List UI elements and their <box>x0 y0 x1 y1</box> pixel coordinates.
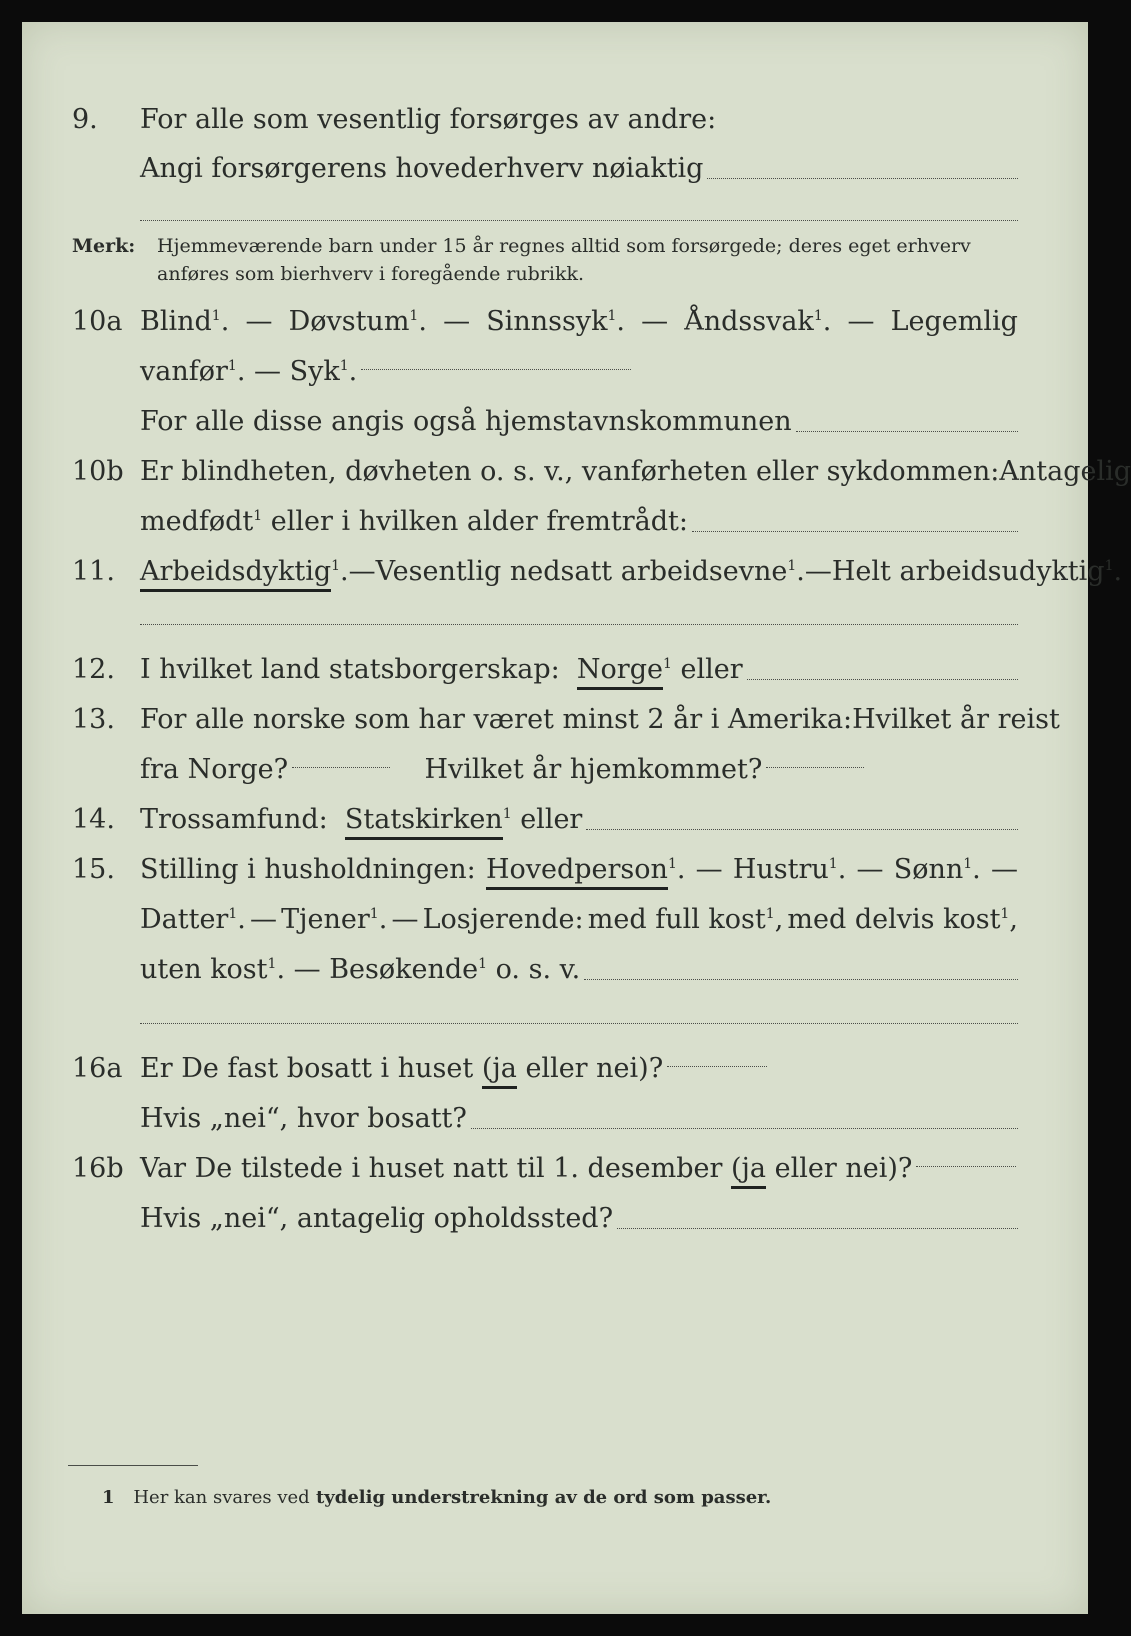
q10b-medfodt[interactable]: medfødt <box>140 506 254 537</box>
q12-eller: eller <box>680 654 743 685</box>
q16b-ja[interactable]: (ja <box>731 1153 766 1189</box>
q15-delvis-kost[interactable]: med delvis kost <box>787 904 1001 935</box>
q10b-text: Er blindheten, døvheten o. s. v., vanførheten eller sykdommen: <box>140 456 1000 487</box>
q14-number: 14. <box>72 804 115 835</box>
q15-number: 15. <box>72 854 115 885</box>
q10b-number: 10b <box>72 456 124 487</box>
q11-arbeidsdyktig[interactable]: Arbeidsdyktig <box>140 556 331 592</box>
q10a-syk[interactable]: Syk <box>289 356 340 387</box>
q16b-line2 <box>22 1199 1088 1239</box>
q16a-line2 <box>22 1099 1088 1139</box>
q13-line2 <box>22 750 1088 790</box>
q10a-line1: 10a Blind$^1$. — Døvstum$^1$. — Sinnssyk$^1$. — Åndssvak$^1$. — Legemlig <box>22 302 1088 342</box>
q11-vesentlig[interactable]: Vesentlig nedsatt arbeidsevne <box>375 556 788 587</box>
q10a-hjemstavn-field[interactable] <box>796 430 1018 432</box>
q10a-vanfor[interactable]: vanfør <box>140 356 228 387</box>
q9-number: 9. <box>72 104 98 135</box>
q15-sonn[interactable]: Sønn <box>893 854 964 885</box>
q13-text: For alle norske som har været minst 2 år i Amerika: <box>140 704 853 735</box>
q11-answer-line[interactable] <box>140 624 1018 625</box>
q10a-line2: vanfør$^1$. — Syk$^1$. <box>22 352 1088 392</box>
q10a-sinnssyk[interactable]: Sinnssyk <box>486 306 608 337</box>
q15-uten-kost[interactable]: uten kost <box>140 954 268 985</box>
census-form-page <box>22 22 1131 1614</box>
q15-tjener[interactable]: Tjener <box>281 904 370 935</box>
q13-line1 <box>22 700 1088 740</box>
q10a-hjemstavn-prompt: For alle disse angis også hjemstavnskommunen <box>140 406 792 437</box>
q14-statskirken[interactable]: Statskirken <box>345 804 503 840</box>
footnote-bold-text: tydelig understrekning av de ord som passer. <box>315 1487 772 1508</box>
merk-line2: anføres som bierhverv i foregående rubrikk. <box>157 263 585 285</box>
q16b-opholdssted: Hvis „nei“, antagelig opholdssted? <box>140 1203 614 1234</box>
q9-line2 <box>22 149 1088 189</box>
q14-trossamfund-field[interactable] <box>586 828 1018 830</box>
q15-hovedperson[interactable]: Hovedperson <box>486 854 668 890</box>
footnote-text: Her kan svares ved <box>133 1487 310 1508</box>
q15-besokende[interactable]: Besøkende <box>329 954 479 985</box>
q12-text: I hvilket land statsborgerskap: <box>140 654 560 685</box>
q10b-antagelig: Antagelig <box>999 456 1131 487</box>
q15-hustru[interactable]: Hustru <box>732 854 829 885</box>
q10a-number: 10a <box>72 306 123 337</box>
q9-answer-line[interactable] <box>140 220 1018 221</box>
q9-prompt: Angi forsørgerens hovederhverv nøiaktig <box>140 153 704 184</box>
q15-line2: Datter$^1$. — Tjener$^1$. — Losjerende: med full kost$^1$, med delvis kost$^1$, <box>22 900 1088 940</box>
q16b-opholdssted-field[interactable] <box>617 1227 1018 1229</box>
q11-helt[interactable]: Helt arbeidsudyktig <box>831 556 1105 587</box>
q10a-line3 <box>22 402 1088 442</box>
q9-answer-field[interactable] <box>707 177 1018 179</box>
q13-number: 13. <box>72 704 115 735</box>
q16b-eller-nei: eller nei)? <box>774 1153 913 1184</box>
q14-text: Trossamfund: <box>140 804 328 835</box>
q14-line: 14. Trossamfund: Statskirken$^1$ eller <box>22 800 1088 840</box>
q15-line3: uten kost$^1$. — Besøkende$^1$ o. s. v. <box>22 950 1088 990</box>
q13-hjemkommet-field[interactable] <box>766 766 864 768</box>
q10a-dovstum[interactable]: Døvstum <box>288 306 410 337</box>
q15-stilling-field[interactable] <box>584 978 1018 980</box>
q12-number: 12. <box>72 654 115 685</box>
merk-line1: Hjemmeværende barn under 15 år regnes alltid som forsørgede; deres eget erhverv <box>157 235 971 257</box>
q10a-andssvak[interactable]: Åndssvak <box>684 306 814 337</box>
q10b-line2: medfødt$^1$ eller i hvilken alder fremtrådt: <box>22 502 1088 542</box>
q16a-number: 16a <box>72 1053 123 1084</box>
merk-label: Merk: <box>72 235 136 257</box>
q16a-ja[interactable]: (ja <box>482 1053 517 1089</box>
q16a-line1 <box>22 1049 1088 1089</box>
q16b-line1 <box>22 1149 1088 1189</box>
q16a-hvor-field[interactable] <box>471 1127 1018 1129</box>
q11-number: 11. <box>72 556 115 587</box>
q16b-text: Var De tilstede i huset natt til 1. desember <box>140 1153 723 1184</box>
q12-norge[interactable]: Norge <box>577 654 663 690</box>
q15-losjerende: Losjerende: <box>422 904 584 935</box>
q10a-syk-field[interactable] <box>361 368 631 370</box>
footnote-rule <box>68 1465 198 1466</box>
q10b-line1 <box>22 452 1131 492</box>
footnote-mark: 1 <box>102 1487 115 1508</box>
q16a-text: Er De fast bosatt i huset <box>140 1053 474 1084</box>
q10a-blind[interactable]: Blind <box>140 306 212 337</box>
q10a-legemlig[interactable]: Legemlig <box>890 306 1018 337</box>
q10b-alder-prompt: eller i hvilken alder fremtrådt: <box>270 506 688 537</box>
q15-datter[interactable]: Datter <box>140 904 229 935</box>
q13-reist-field[interactable] <box>292 766 390 768</box>
q15-line1: 15. Stilling i husholdningen: Hovedperson$^1$. — Hustru$^1$. — Sønn$^1$. — <box>22 850 1088 890</box>
q10b-alder-field[interactable] <box>692 530 1018 532</box>
q16a-bosatt-field[interactable] <box>667 1065 767 1067</box>
q15-osv: o. s. v. <box>495 954 581 985</box>
q13-reist: Hvilket år reist <box>852 704 1060 735</box>
q16a-hvor-bosatt: Hvis „nei“, hvor bosatt? <box>140 1103 467 1134</box>
q16a-eller-nei: eller nei)? <box>525 1053 664 1084</box>
q9-text: For alle som vesentlig forsørges av andre: <box>140 104 717 135</box>
q12-line: 12. I hvilket land statsborgerskap: Norge$^1$ eller <box>22 650 1088 690</box>
q12-land-field[interactable] <box>747 678 1018 680</box>
q13-hjemkommet: Hvilket år hjemkommet? <box>424 754 763 785</box>
q14-eller: eller <box>520 804 583 835</box>
q16b-tilstede-field[interactable] <box>916 1165 1016 1167</box>
q15-full-kost[interactable]: med full kost <box>587 904 766 935</box>
footnote <box>102 1487 771 1508</box>
q13-fra-norge: fra Norge? <box>140 754 289 785</box>
q11-line: 11. Arbeidsdyktig$^1$. — Vesentlig nedsatt arbeidsevne$^1$. — Helt arbeidsudyktig$^1$. <box>22 552 1088 592</box>
q9-line1 <box>22 100 1088 140</box>
q15-text: Stilling i husholdningen: <box>140 854 476 885</box>
q15-answer-line[interactable] <box>140 1023 1018 1024</box>
q16b-number: 16b <box>72 1153 124 1184</box>
